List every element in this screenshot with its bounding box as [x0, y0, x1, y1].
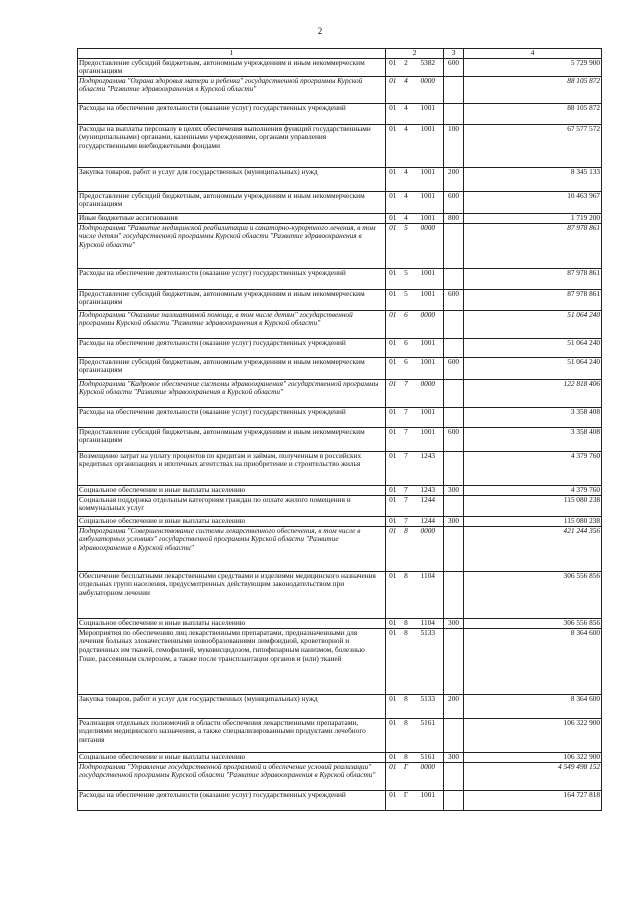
table-row [78, 618, 602, 628]
row-name: Закупка товаров, работ и услуг для государственных (муниципальных) нужд [78, 167, 386, 191]
table-row [78, 379, 602, 407]
row-subsection: 4 [400, 191, 413, 213]
row-amount: 51 064 240 [464, 310, 602, 338]
row-expense-type [444, 718, 464, 752]
row-expense-type [444, 451, 464, 485]
row-amount: 87 978 861 [464, 289, 602, 310]
row-name: Закупка товаров, работ и услуг для государственных (муниципальных) нужд [78, 694, 386, 718]
row-subsection: 4 [400, 103, 413, 124]
row-code: 5133 [413, 628, 444, 694]
row-name: Мероприятия по обеспечению лиц лекарственными препаратами, предназначенными для лечения больных злокачественными новообразованиями лимфоидной, кроветворной и родственных им тканей, гемофилией, муковисцидозом, гипофизарным нанизмом, болезнью Гоше, рассеянным склерозом, а также после трансплантации органов и (или) тканей [78, 628, 386, 694]
row-subsection: 7 [400, 407, 413, 427]
row-name: Расходы на выплаты персоналу в целях обеспечения выполнения функций государственными (муниципальными) органами, казенными учреждениями, органами управления государственными внебюджетными фондами [78, 124, 386, 167]
row-name: Подпрограмма "Управление государственной программой и обеспечение условий реализации" государственной программы Курской области "Развитие здравоохранения в Курской области" [78, 762, 386, 790]
row-code: 1104 [413, 618, 444, 628]
row-code: 0000 [413, 76, 444, 103]
row-section: 01 [386, 495, 400, 516]
row-expense-type: 600 [444, 427, 464, 451]
row-name: Подпрограмма "Совершенствование системы лекарственного обеспечения, в том числе в амбулаторных условиях" государственной программы Курской области "Развитие здравоохранения в Курской области" [78, 526, 386, 571]
table-row [78, 213, 602, 223]
row-subsection: 7 [400, 379, 413, 407]
row-expense-type [444, 103, 464, 124]
row-section: 01 [386, 618, 400, 628]
row-section: 01 [386, 310, 400, 338]
table-row [78, 427, 602, 451]
row-section: 01 [386, 451, 400, 485]
header-col-3: 3 [444, 49, 464, 59]
row-amount: 67 577 572 [464, 124, 602, 167]
table-row [78, 790, 602, 810]
row-amount: 10 463 967 [464, 191, 602, 213]
row-expense-type: 600 [444, 357, 464, 379]
row-code: 1104 [413, 571, 444, 618]
table-row [78, 103, 602, 124]
header-col-4: 4 [464, 49, 602, 59]
row-amount: 106 322 900 [464, 752, 602, 762]
row-section: 01 [386, 485, 400, 495]
row-section: 01 [386, 268, 400, 289]
table-row [78, 526, 602, 571]
budget-table [77, 48, 602, 811]
row-section: 01 [386, 762, 400, 790]
row-section: 01 [386, 407, 400, 427]
row-section: 01 [386, 191, 400, 213]
row-expense-type: 200 [444, 167, 464, 191]
row-name: Расходы на обеспечение деятельности (оказание услуг) государственных учреждений [78, 790, 386, 810]
row-code: 1244 [413, 516, 444, 526]
row-amount: 122 818 406 [464, 379, 602, 407]
row-code: 1243 [413, 451, 444, 485]
row-amount: 88 105 872 [464, 103, 602, 124]
row-name: Предоставление субсидий бюджетным, автономным учреждениям и иным некоммерческим организациям [78, 289, 386, 310]
table-row [78, 191, 602, 213]
row-expense-type: 200 [444, 694, 464, 718]
row-expense-type: 600 [444, 58, 464, 76]
row-code: 1001 [413, 268, 444, 289]
table-row [78, 762, 602, 790]
row-name: Подпрограмма "Охрана здоровья матери и ребенка" государственной программы Курской области "Развитие здравоохранения в Курской области" [78, 76, 386, 103]
row-name: Реализация отдельных полномочий в области обеспечения лекарственными препаратами, изделиями медицинского назначения, а также специализированными продуктами лечебного питания [78, 718, 386, 752]
row-name: Расходы на обеспечение деятельности (оказание услуг) государственных учреждений [78, 103, 386, 124]
row-code: 5133 [413, 694, 444, 718]
table-row [78, 495, 602, 516]
row-code: 0000 [413, 379, 444, 407]
row-section: 01 [386, 76, 400, 103]
table-row [78, 268, 602, 289]
row-subsection: 6 [400, 310, 413, 338]
row-code: 1001 [413, 357, 444, 379]
row-code: 1001 [413, 213, 444, 223]
row-name: Социальная поддержка отдельным категориям граждан по оплате жилого помещения и коммунальных услуг [78, 495, 386, 516]
row-amount: 1 719 200 [464, 213, 602, 223]
row-subsection: 8 [400, 618, 413, 628]
row-expense-type [444, 495, 464, 516]
row-amount: 8 364 600 [464, 694, 602, 718]
row-subsection: 8 [400, 752, 413, 762]
row-amount: 87 978 861 [464, 268, 602, 289]
row-amount: 87 978 861 [464, 223, 602, 268]
row-amount: 106 322 900 [464, 718, 602, 752]
row-name: Обеспечение бесплатными лекарственными средствами и изделиями медицинского назначения отдельных групп населения, предусмотренных действующим законодательством при амбулаторном лечении [78, 571, 386, 618]
row-name: Возмещение затрат на уплату процентов по кредитам и займам, полученным в российских кредитных организациях и ипотечных агентствах на приобретение и строительство жилья [78, 451, 386, 485]
row-code: 0000 [413, 223, 444, 268]
row-section: 01 [386, 338, 400, 357]
row-section: 01 [386, 223, 400, 268]
table-row [78, 694, 602, 718]
row-amount: 4 379 760 [464, 485, 602, 495]
row-code: 0000 [413, 310, 444, 338]
row-name: Социальное обеспечение и иные выплаты населению [78, 618, 386, 628]
table-row [78, 124, 602, 167]
row-subsection: Г [400, 790, 413, 810]
row-amount: 421 244 356 [464, 526, 602, 571]
row-amount: 4 549 498 152 [464, 762, 602, 790]
row-section: 01 [386, 58, 400, 76]
row-section: 01 [386, 790, 400, 810]
row-amount: 115 080 238 [464, 495, 602, 516]
row-name: Предоставление субсидий бюджетным, автономным учреждениям и иным некоммерческим организациям [78, 427, 386, 451]
row-subsection: 8 [400, 628, 413, 694]
row-name: Подпрограмма "Оказание паллиативной помощи, в том числе детям" государственной программы Курской области "Развитие здравоохранения в Курской области" [78, 310, 386, 338]
row-subsection: 7 [400, 427, 413, 451]
row-name: Иные бюджетные ассигнования [78, 213, 386, 223]
row-section: 01 [386, 357, 400, 379]
row-expense-type [444, 223, 464, 268]
row-name: Социальное обеспечение и иные выплаты населению [78, 485, 386, 495]
table-header-row [78, 49, 602, 59]
row-amount: 51 064 240 [464, 338, 602, 357]
row-section: 01 [386, 516, 400, 526]
row-expense-type [444, 571, 464, 618]
table-row [78, 718, 602, 752]
row-name: Подпрограмма "Кадровое обеспечение системы здравоохранения" государственной программы Курской области "Развитие здравоохранения в Курской области" [78, 379, 386, 407]
row-expense-type: 300 [444, 618, 464, 628]
row-expense-type: 300 [444, 485, 464, 495]
row-amount: 3 358 408 [464, 407, 602, 427]
row-expense-type: 300 [444, 516, 464, 526]
row-code: 1001 [413, 427, 444, 451]
row-code: 1001 [413, 407, 444, 427]
row-subsection: 4 [400, 124, 413, 167]
row-subsection: 8 [400, 571, 413, 618]
row-code: 1001 [413, 124, 444, 167]
row-code: 1243 [413, 485, 444, 495]
row-expense-type [444, 338, 464, 357]
row-section: 01 [386, 124, 400, 167]
row-amount: 5 729 900 [464, 58, 602, 76]
table-row [78, 167, 602, 191]
table-row [78, 310, 602, 338]
row-section: 01 [386, 213, 400, 223]
page-number: 2 [317, 26, 323, 36]
row-amount: 164 727 818 [464, 790, 602, 810]
row-name: Расходы на обеспечение деятельности (оказание услуг) государственных учреждений [78, 338, 386, 357]
row-section: 01 [386, 526, 400, 571]
row-expense-type [444, 628, 464, 694]
row-subsection: 6 [400, 338, 413, 357]
row-name: Расходы на обеспечение деятельности (оказание услуг) государственных учреждений [78, 407, 386, 427]
row-code: 0000 [413, 526, 444, 571]
table-row [78, 338, 602, 357]
row-code: 5161 [413, 752, 444, 762]
table-row [78, 571, 602, 618]
row-subsection: 7 [400, 451, 413, 485]
row-amount: 306 556 856 [464, 571, 602, 618]
row-section: 01 [386, 571, 400, 618]
row-expense-type [444, 762, 464, 790]
row-subsection: 8 [400, 718, 413, 752]
row-expense-type [444, 76, 464, 103]
row-subsection: 4 [400, 213, 413, 223]
row-expense-type [444, 526, 464, 571]
row-name: Предоставление субсидий бюджетным, автономным учреждениям и иным некоммерческим организациям [78, 58, 386, 76]
row-subsection: 2 [400, 58, 413, 76]
row-expense-type [444, 310, 464, 338]
table-row [78, 357, 602, 379]
row-code: 5161 [413, 718, 444, 752]
table-row [78, 407, 602, 427]
row-expense-type [444, 790, 464, 810]
row-code: 0000 [413, 762, 444, 790]
row-expense-type: 100 [444, 124, 464, 167]
row-subsection: 5 [400, 289, 413, 310]
row-subsection: 5 [400, 268, 413, 289]
row-subsection: 7 [400, 516, 413, 526]
row-code: 1001 [413, 790, 444, 810]
row-name: Социальное обеспечение и иные выплаты населению [78, 752, 386, 762]
row-section: 01 [386, 752, 400, 762]
row-amount: 51 064 240 [464, 357, 602, 379]
row-section: 01 [386, 379, 400, 407]
row-expense-type: 800 [444, 213, 464, 223]
row-code: 5382 [413, 58, 444, 76]
row-subsection: Г [400, 762, 413, 790]
row-section: 01 [386, 718, 400, 752]
row-name: Предоставление субсидий бюджетным, автономным учреждениям и иным некоммерческим организациям [78, 191, 386, 213]
table-body [78, 58, 602, 810]
row-subsection: 7 [400, 485, 413, 495]
row-expense-type [444, 407, 464, 427]
row-expense-type: 600 [444, 191, 464, 213]
row-subsection: 7 [400, 495, 413, 516]
row-subsection: 6 [400, 357, 413, 379]
table-row [78, 223, 602, 268]
row-amount: 3 358 408 [464, 427, 602, 451]
row-section: 01 [386, 628, 400, 694]
row-expense-type [444, 379, 464, 407]
row-code: 1001 [413, 103, 444, 124]
row-code: 1244 [413, 495, 444, 516]
row-subsection: 8 [400, 694, 413, 718]
row-code: 1001 [413, 289, 444, 310]
row-amount: 8 345 133 [464, 167, 602, 191]
table-row [78, 58, 602, 76]
row-amount: 8 364 600 [464, 628, 602, 694]
table-row [78, 485, 602, 495]
row-amount: 115 080 238 [464, 516, 602, 526]
row-subsection: 8 [400, 526, 413, 571]
row-amount: 4 379 760 [464, 451, 602, 485]
table-row [78, 451, 602, 485]
row-code: 1001 [413, 338, 444, 357]
header-col-2: 2 [386, 49, 444, 59]
row-expense-type: 300 [444, 752, 464, 762]
row-code: 1001 [413, 167, 444, 191]
row-subsection: 4 [400, 167, 413, 191]
row-expense-type [444, 268, 464, 289]
row-subsection: 4 [400, 76, 413, 103]
row-name: Предоставление субсидий бюджетным, автономным учреждениям и иным некоммерческим организациям [78, 357, 386, 379]
table-row [78, 752, 602, 762]
header-col-1: 1 [78, 49, 386, 59]
row-section: 01 [386, 427, 400, 451]
row-amount: 306 556 856 [464, 618, 602, 628]
row-code: 1001 [413, 191, 444, 213]
row-section: 01 [386, 289, 400, 310]
row-name: Социальное обеспечение и иные выплаты населению [78, 516, 386, 526]
row-name: Подпрограмма "Развитие медицинской реабилитации и санаторно-курортного лечения, в том числе детям" государственной программы Курской области "Развитие здравоохранения в Курской области" [78, 223, 386, 268]
row-subsection: 5 [400, 223, 413, 268]
row-section: 01 [386, 167, 400, 191]
row-expense-type: 600 [444, 289, 464, 310]
row-section: 01 [386, 694, 400, 718]
table-row [78, 516, 602, 526]
table-row [78, 628, 602, 694]
row-name: Расходы на обеспечение деятельности (оказание услуг) государственных учреждений [78, 268, 386, 289]
row-amount: 88 105 872 [464, 76, 602, 103]
table-row [78, 289, 602, 310]
row-section: 01 [386, 103, 400, 124]
table-row [78, 76, 602, 103]
